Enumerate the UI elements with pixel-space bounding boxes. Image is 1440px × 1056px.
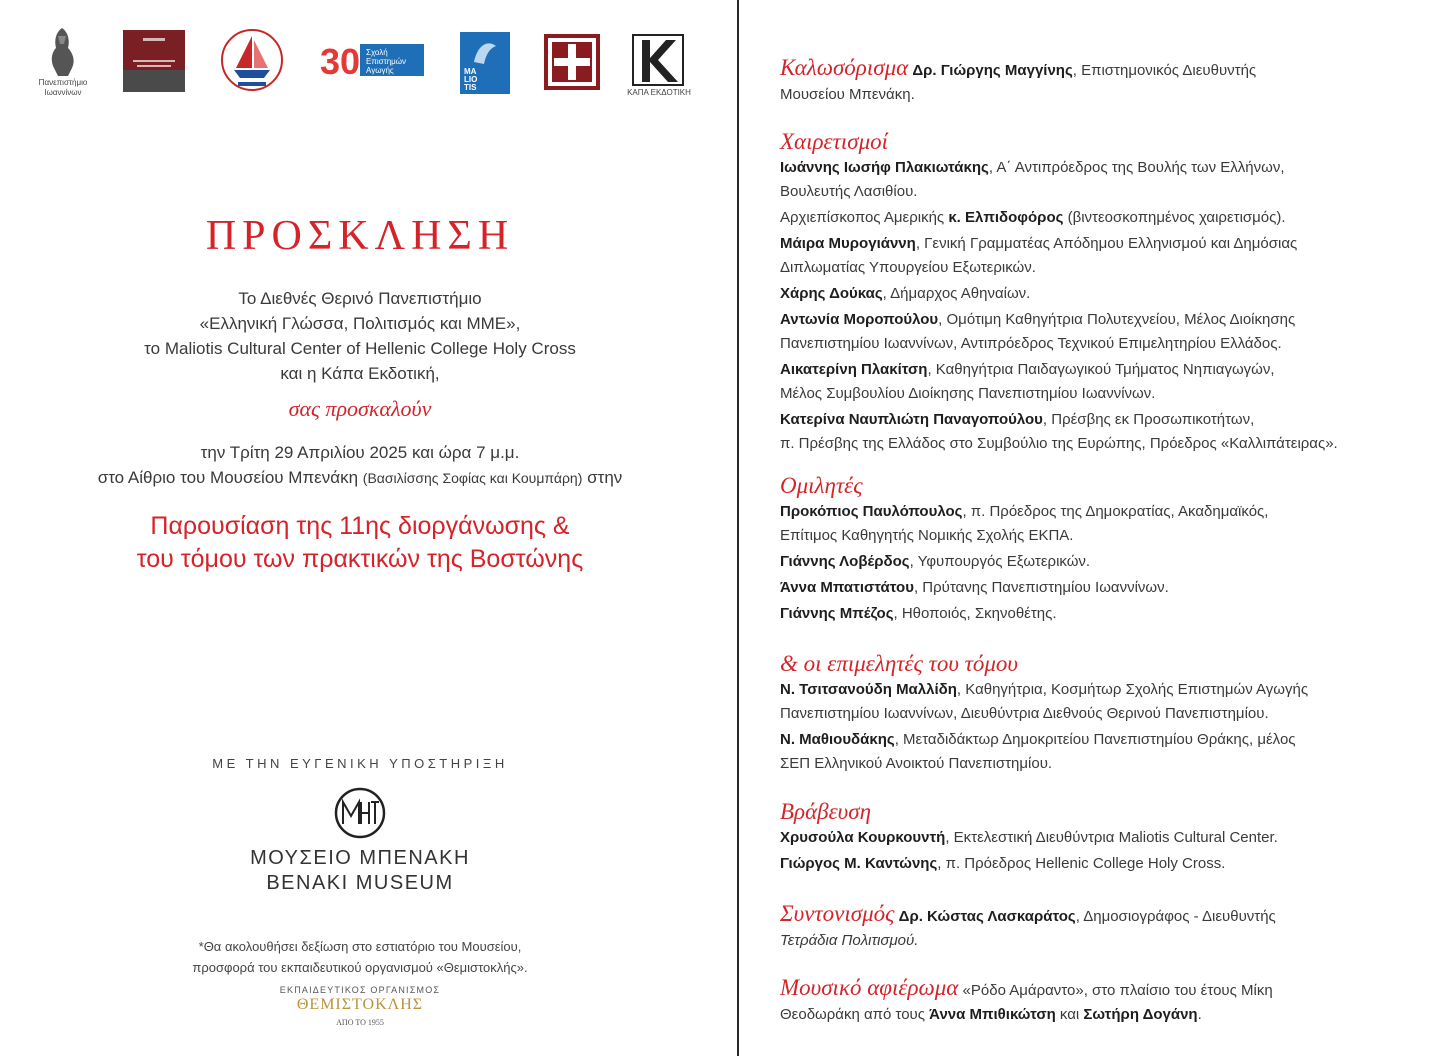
person-role: π. Πρέσβης της Ελλάδος στο Συμβούλιο της Ευρώπης, Πρόεδρος «Καλλιπάτειρας». [780, 435, 1338, 452]
program-entry [780, 500, 1420, 548]
entry-continuation-line [780, 702, 1420, 726]
entry-first-line [780, 308, 1420, 332]
music-line: Μουσικό αφιέρωμα «Ρόδο Αμάραντο», στο πλαίσιο του έτους Μίκη [780, 975, 1273, 1000]
person-name: Γιάννης Λοβέρδος [780, 553, 910, 570]
person-role: Επίτιμος Καθηγητής Νομικής Σχολής ΕΚΠΑ. [780, 527, 1074, 544]
svg-text:MA: MA [464, 67, 477, 76]
benaki-museum-logo [333, 786, 387, 845]
support-label: ΜΕ ΤΗΝ ΕΥΓΕΝΙΚΗ ΥΠΟΣΤΗΡΙΞΗ [212, 756, 508, 771]
entry-first-line [780, 282, 1420, 306]
person-role: , Καθηγήτρια Παιδαγωγικού Τμήματος Νηπιαγωγών, [927, 361, 1275, 378]
entry-first-line [780, 408, 1420, 432]
greetings-list [780, 156, 1420, 456]
event-place: στο Αίθριο του Μουσείου Μπενάκη (Βασιλίσσης Σοφίας και Κουμπάρη) στην [97, 468, 623, 487]
program-entry [780, 602, 1420, 626]
awards-list [780, 826, 1420, 876]
kapa-ekdotiki-caption: ΚΑΠΑ ΕΚΔΟΤΙΚΗ [627, 88, 691, 97]
entry-continuation-line [780, 432, 1420, 456]
person-name: Χάρης Δούκας [780, 285, 883, 302]
section-title: Καλωσόρισμα [780, 55, 909, 80]
entry-continuation-line [780, 524, 1420, 548]
person-name: Αντωνία Μοροπούλου [780, 311, 939, 328]
section-title: & οι επιμελητές του τόμου [780, 651, 1018, 676]
program-entry [780, 232, 1420, 280]
invitation-title: ΠΡΟΣΚΛΗΣΗ [205, 213, 515, 259]
person-role: ΣΕΠ Ελληνικού Ανοικτού Πανεπιστημίου. [780, 755, 1053, 772]
entry-first-line [780, 852, 1420, 876]
svg-text:Επιστημών: Επιστημών [366, 57, 407, 66]
svg-text:TIS: TIS [464, 83, 477, 92]
svg-text:Σχολή: Σχολή [366, 48, 388, 57]
entry-first-line [780, 232, 1420, 256]
entry-continuation-line [780, 332, 1420, 356]
coordinator-name: Δρ. Κώστας Λασκαράτος [898, 908, 1076, 925]
section-title: Συντονισμός [780, 901, 895, 926]
svg-text:LIO: LIO [464, 75, 478, 84]
museum-name [0, 846, 720, 896]
coordination-publication: Τετράδια Πολιτισμού. [780, 932, 919, 949]
entry-prefix: Αρχιεπίσκοπος Αμερικής [780, 209, 949, 226]
university-ioannina-caption: Πανεπιστήμιο Ιωαννίνων [38, 78, 88, 97]
section-title: Βράβευση [780, 799, 871, 824]
entry-first-line [780, 206, 1420, 230]
person-name: Ν. Τσιτσανούδη Μαλλίδη [780, 681, 957, 698]
event-address: (Βασιλίσσης Σοφίας και Κουμπάρη) [362, 470, 583, 486]
person-role: , π. Πρόεδρος Hellenic College Holy Cross. [937, 855, 1226, 872]
partner-logos-row [40, 26, 700, 106]
maliotis-logo [460, 32, 510, 94]
person-name: Άννα Μπατιστάτου [780, 579, 914, 596]
person-name: κ. Ελπιδοφόρος [948, 209, 1064, 226]
entry-continuation-line [780, 382, 1420, 406]
person-role: (βιντεοσκοπημένος χαιρετισμός). [1063, 209, 1286, 226]
person-name: Ν. Μαθιουδάκης [780, 731, 895, 748]
entry-first-line [780, 602, 1420, 626]
presentation-heading [0, 510, 720, 576]
person-role: Βουλευτής Λασιθίου. [780, 183, 918, 200]
program-entry [780, 282, 1420, 306]
person-role: , π. Πρόεδρος της Δημοκρατίας, Ακαδημαϊκός, [962, 503, 1269, 520]
person-name: Μάιρα Μυρογιάννη [780, 235, 916, 252]
person-role: , Υφυπουργός Εξωτερικών. [909, 553, 1091, 570]
person-name: Γιώργος Μ. Καντώνης [780, 855, 938, 872]
speakers-list [780, 500, 1420, 626]
person-role: , Μεταδιδάκτωρ Δημοκριτείου Πανεπιστημίου Θράκης, μέλος [894, 731, 1296, 748]
welcome-role-line: Μουσείου Μπενάκη. [780, 86, 915, 103]
section-title: Μουσικό αφιέρωμα [780, 975, 959, 1000]
intro-text [0, 286, 720, 386]
intro-line: και η Κάπα Εκδοτική, [280, 364, 440, 383]
event-date: την Τρίτη 29 Απριλίου 2025 και ώρα 7 μ.μ. [200, 443, 520, 462]
program-entry [780, 728, 1420, 776]
reception-note [0, 936, 720, 978]
welcome-line: Καλωσόρισμα Δρ. Γιώργης Μαγγίνης, Επιστημονικός Διευθυντής [780, 55, 1257, 80]
entry-first-line [780, 156, 1420, 180]
entry-first-line [780, 500, 1420, 524]
welcome-speaker: Δρ. Γιώργης Μαγγίνης [912, 62, 1073, 79]
section-coordination [780, 902, 1420, 953]
presentation-line: του τόμου των πρακτικών της Βοστώνης [136, 545, 584, 573]
kapa-ekdotiki-logo [627, 34, 691, 97]
section-title: Ομιλητές [780, 473, 863, 498]
performer-name: Άννα Μπιθικώτση [929, 1006, 1056, 1023]
program-entry [780, 358, 1420, 406]
presentation-line: Παρουσίαση της 11ης διοργάνωσης & [150, 512, 570, 540]
entry-continuation-line [780, 752, 1420, 776]
program-entry [780, 576, 1420, 600]
invite-phrase: σας προσκαλούν [288, 396, 432, 421]
person-role: , Πρύτανης Πανεπιστημίου Ιωαννίνων. [913, 579, 1169, 596]
summer-school-logo [123, 30, 185, 92]
entry-first-line [780, 576, 1420, 600]
museum-name-greek: ΜΟΥΣΕΙΟ ΜΠΕΝΑΚΗ [250, 847, 470, 869]
svg-text:Αγωγής: Αγωγής [366, 66, 394, 75]
center-divider [737, 0, 739, 1056]
person-role: , Εκτελεστική Διευθύντρια Maliotis Cultural Center. [945, 829, 1278, 846]
section-awards [780, 798, 1420, 878]
person-name: Χρυσούλα Κουρκουντή [780, 829, 946, 846]
coordination-line: Συντονισμός Δρ. Κώστας Λασκαράτος, Δημοσιογράφος - Διευθυντής [780, 901, 1276, 926]
person-role: , Ηθοποιός, Σκηνοθέτης. [893, 605, 1057, 622]
section-editors [780, 650, 1420, 778]
entry-continuation-line [780, 256, 1420, 280]
section-welcome [780, 56, 1420, 107]
program-entry [780, 826, 1420, 850]
entry-first-line [780, 826, 1420, 850]
music-performers-line: Θεοδωράκη από τους Άννα Μπιθικώτση και Σωτήρη Δογάνη. [780, 1006, 1202, 1023]
program-entry [780, 156, 1420, 204]
person-name: Αικατερίνη Πλακίτση [780, 361, 928, 378]
performer-name: Σωτήρη Δογάνη [1083, 1006, 1198, 1023]
entry-first-line [780, 728, 1420, 752]
hellenic-college-ship-logo [220, 28, 284, 94]
entry-continuation-line [780, 180, 1420, 204]
program-entry [780, 206, 1420, 230]
themistoklis-label: ΕΚΠΑΙΔΕΥΤΙΚΟΣ ΟΡΓΑΝΙΣΜΟΣ [279, 985, 441, 995]
person-role: , Ομότιμη Καθηγήτρια Πολυτεχνείου, Μέλος Διοίκησης [938, 311, 1296, 328]
person-role: Μέλος Συμβουλίου Διοίκησης Πανεπιστημίου Ιωαννίνων. [780, 385, 1156, 402]
person-name: Προκόπιος Παυλόπουλος [780, 503, 963, 520]
university-ioannina-logo [38, 26, 88, 97]
section-title: Χαιρετισμοί [780, 129, 889, 154]
person-name: Ιωάννης Ιωσήφ Πλακιωτάκης [780, 159, 989, 176]
themistoklis-since: ΑΠΟ ΤΟ 1955 [336, 1018, 384, 1027]
museum-name-english: BENAKI MUSEUM [266, 872, 454, 894]
note-line: *Θα ακολουθήσει δεξίωση στο εστιατόριο του Μουσείου, [198, 939, 522, 954]
person-role: Διπλωματίας Υπουργείου Εξωτερικών. [780, 259, 1036, 276]
cross-logo [544, 34, 600, 90]
entry-first-line [780, 358, 1420, 382]
person-name: Γιάννης Μπέζος [780, 605, 894, 622]
person-role: , Δήμαρχος Αθηναίων. [882, 285, 1031, 302]
editors-list [780, 678, 1420, 776]
program-entry [780, 678, 1420, 726]
intro-line: «Ελληνική Γλώσσα, Πολιτισμός και ΜΜΕ», [199, 314, 521, 333]
person-name: Κατερίνα Ναυπλιώτη Παναγοπούλου [780, 411, 1043, 428]
logo-number-30: 30 [320, 41, 361, 80]
person-role: , Πρέσβης εκ Προσωπικοτήτων, [1042, 411, 1255, 428]
person-role: Πανεπιστημίου Ιωαννίνων, Αντιπρόεδρος Τεχνικού Επιμελητηρίου Ελλάδος. [780, 335, 1282, 352]
section-greetings [780, 128, 1420, 458]
section-music [780, 976, 1420, 1027]
person-role: Πανεπιστημίου Ιωαννίνων, Διευθύντρια Διεθνούς Θερινού Πανεπιστημίου. [780, 705, 1269, 722]
intro-line: Το Διεθνές Θερινό Πανεπιστήμιο [238, 289, 482, 308]
entry-first-line [780, 678, 1420, 702]
person-role: , Καθηγήτρια, Κοσμήτωρ Σχολής Επιστημών Αγωγής [956, 681, 1309, 698]
note-line: προσφορά του εκπαιδευτικού οργανισμού «Θεμιστοκλής». [192, 960, 528, 975]
event-date-place [0, 440, 720, 491]
program-entry [780, 308, 1420, 356]
person-role: , Γενική Γραμματέας Απόδημου Ελληνισμού και Δημόσιας [915, 235, 1298, 252]
program-entry [780, 550, 1420, 574]
intro-line: το Maliotis Cultural Center of Hellenic College Holy Cross [144, 339, 576, 358]
school-education-sciences-logo [320, 40, 426, 80]
entry-first-line [780, 550, 1420, 574]
person-role: , Α΄ Αντιπρόεδρος της Βουλής των Ελλήνων, [988, 159, 1285, 176]
themistoklis-logo-name: ΘΕΜΙΣΤΟΚΛΗΣ [296, 996, 424, 1013]
program-entry [780, 852, 1420, 876]
program-entry [780, 408, 1420, 456]
section-speakers [780, 472, 1420, 628]
